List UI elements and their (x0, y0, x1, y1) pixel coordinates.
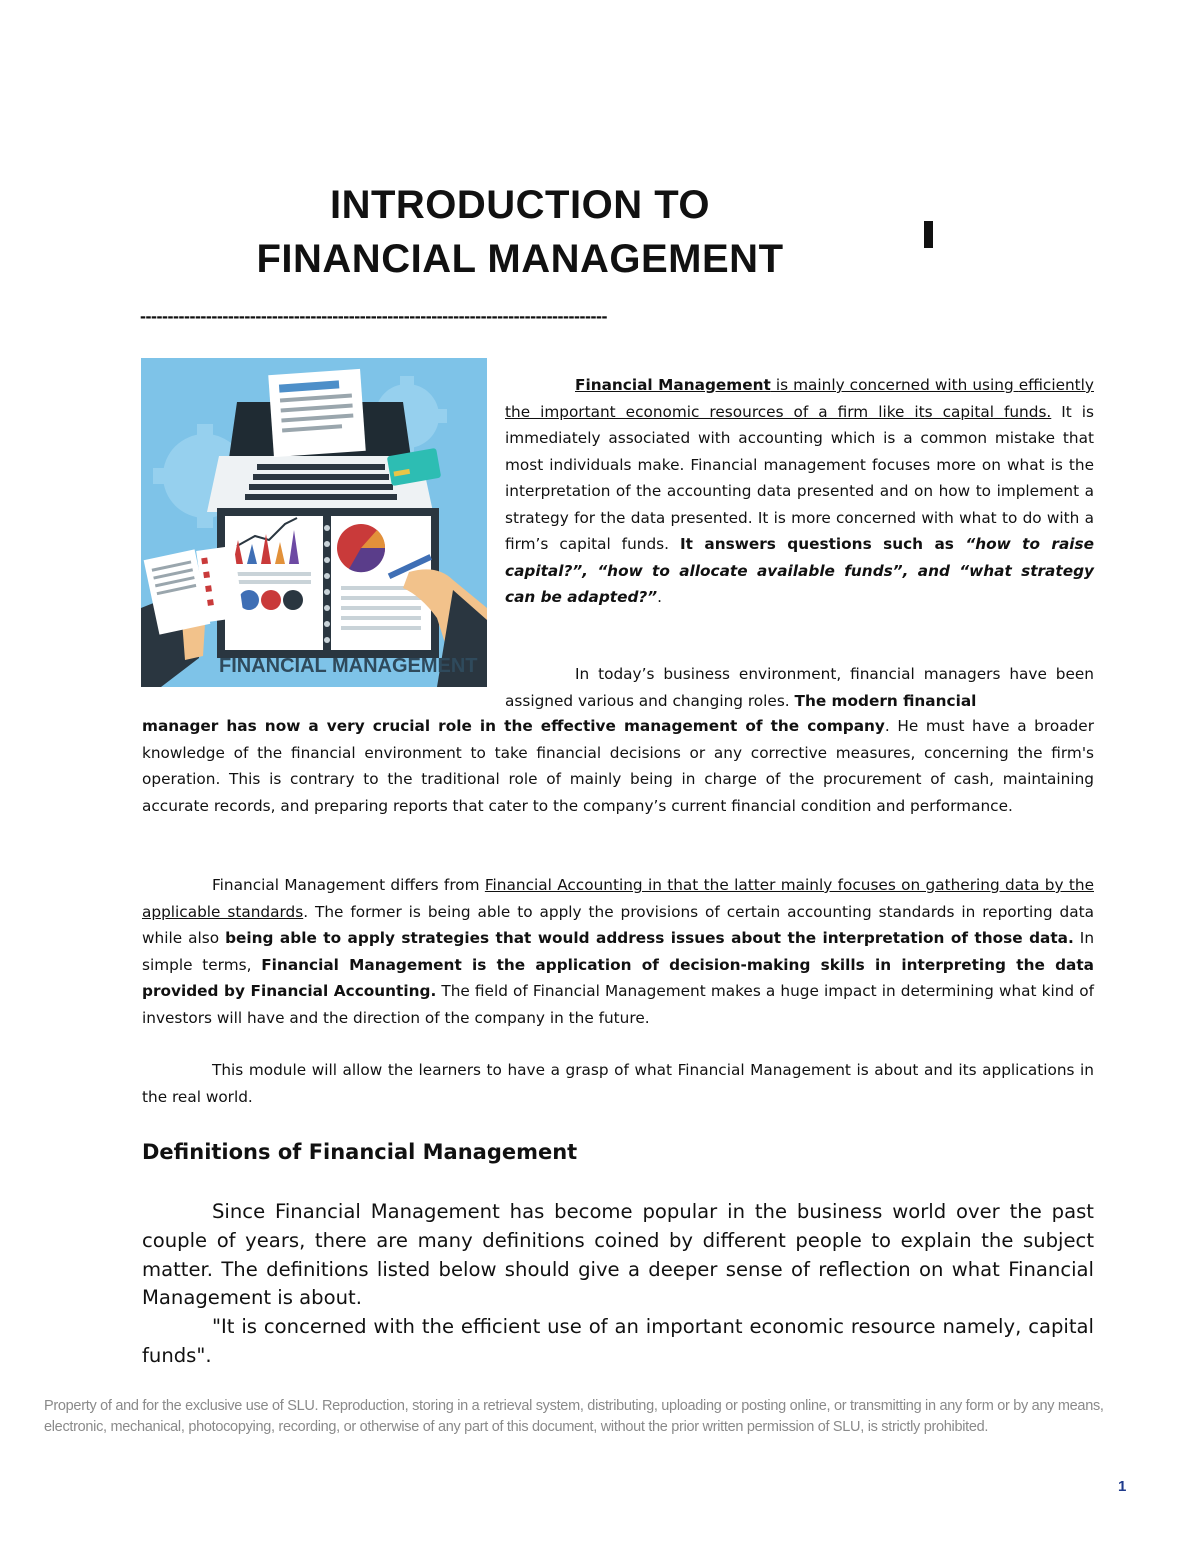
paragraph-roles-part1: In today’s business environment, financial managers have been assigned various and changing roles. The modern financial (505, 665, 1094, 710)
section-heading: Definitions of Financial Management (142, 1140, 578, 1164)
paragraph-differences: Financial Management differs from Financial Accounting in that the latter mainly focuses on gathering data by the applicable standards. The former is being able to apply the provisions of certain accounting standards in reporting data while also being able to apply strategies that would address issues about the interpretation of those data. In simple terms, Financial Management is the application of decision-making skills in interpreting the data provided by Financial Accounting. The field of Financial Management makes a huge impact in determining what kind of investors will have and the direction of the company in the future. (142, 876, 1095, 1027)
term-financial-management: Financial Management (575, 376, 771, 394)
key-questions: “how to raise capital?”, “how to allocate available funds”, and “what strategy can be adapted?” (505, 535, 1094, 606)
paragraph-roles-part2: manager has now a very crucial role in the effective management of the company. He must have a broader knowledge of the financial environment to take financial decisions or any corrective measures, concerning the firm's operation. This is contrary to the traditional role of mainly being in charge of the procurement of cash, maintaining accurate records, and preparing reports that cater to the company’s current financial condition and performance. (142, 717, 1094, 815)
paragraph-overview: Financial Management is mainly concerned with using efficiently the important economic resources of a firm like its capital funds. It is immediately associated with accounting which is a common mistake that most individuals make. Financial management focuses more on what is the interpretation of the accounting data presented and on how to implement a strategy for the data presented. It is more concerned with what to do with a firm’s capital funds. It answers questions such as “how to raise capital?”, “how to allocate available funds”, and “what strategy can be adapted?”. (505, 376, 1094, 606)
title-mark (924, 221, 933, 248)
paragraph-module: This module will allow the learners to have a grasp of what Financial Management is about and its applications in the real world. (142, 1061, 1094, 1106)
definition-quote: "It is concerned with the efficient use of an important economic resource namely, capital funds". (142, 1315, 1094, 1367)
financial-management-illustration (141, 358, 487, 687)
copyright-notice: Property of and for the exclusive use of SLU. Reproduction, storing in a retrieval system, distributing, uploading or posting online, or transmitting in any form or by any means, electronic, mechanical, photocopying, recording, or otherwise of any part of this document, without the prior written permission of SLU, is strictly prohibited. (44, 1398, 1104, 1435)
title-line-2: FINANCIAL MANAGEMENT (256, 237, 784, 281)
document-icon (268, 369, 365, 457)
title-divider: ------------------------------------------------------------------------------------- (140, 306, 608, 326)
illustration-caption: FINANCIAL MANAGEMENT (219, 655, 478, 677)
title-line-1: INTRODUCTION TO (329, 183, 711, 227)
page-number: 1 (1118, 1478, 1127, 1495)
paragraph-definitions-intro: Since Financial Management has become popular in the business world over the past couple of years, there are many definitions coined by different people to explain the subject matter. The definitions listed below should give a deeper sense of reflection on what Financial Management is about. (142, 1200, 1094, 1310)
document-title (140, 178, 900, 286)
